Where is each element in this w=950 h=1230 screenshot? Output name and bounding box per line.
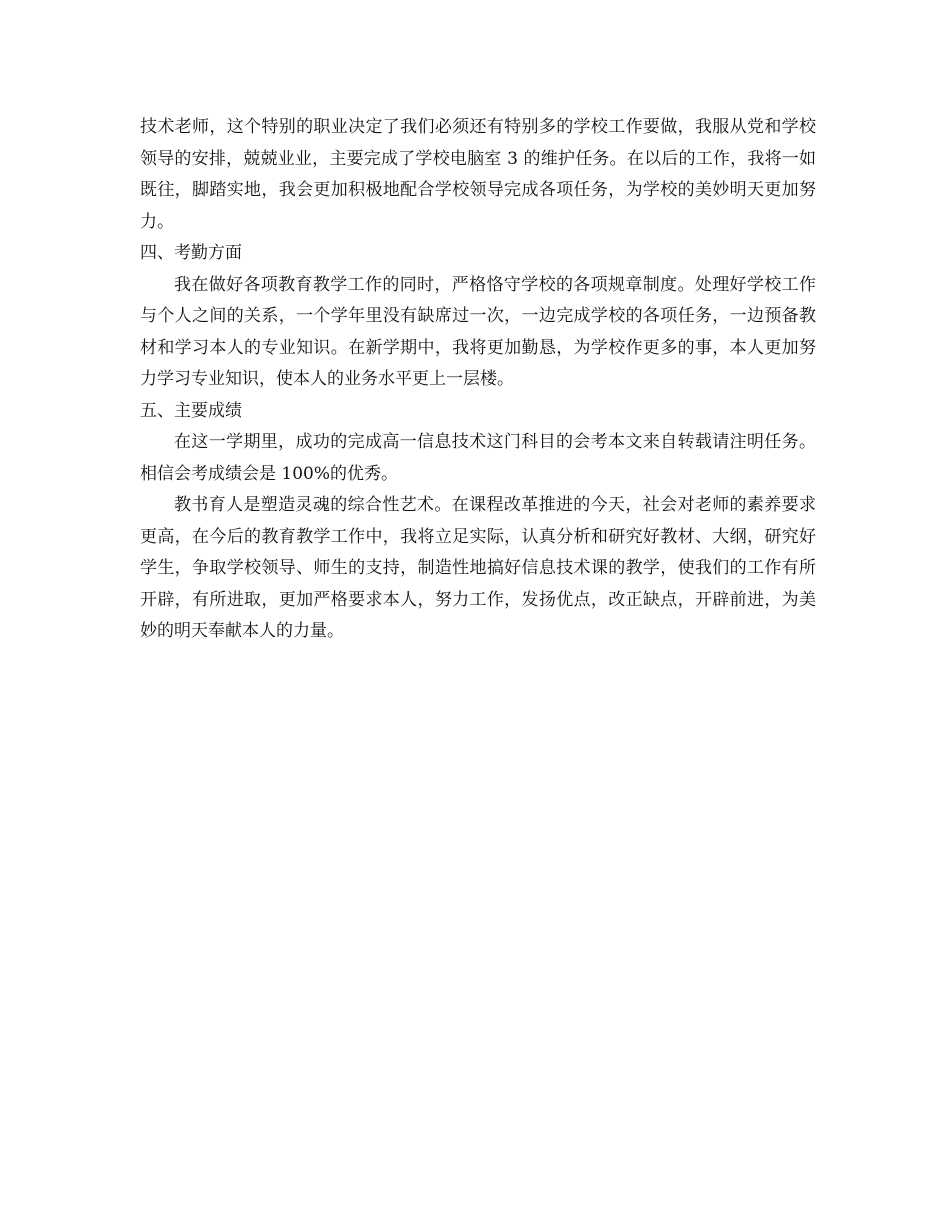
section-heading-achievements: 五、主要成绩 <box>140 400 242 421</box>
body-paragraph: 技术老师，这个特别的职业决定了我们必须还有特别多的学校工作要做，我服从党和学校领导的安排，兢兢业业，主要完成了学校电脑室 3 的维护任务。在以后的工作，我将一如既往，脚踏实地，我会更加积极地配合学校领导完成各项任务，为学校的美妙明天更加努力。 <box>140 117 816 232</box>
body-paragraph: 在这一学期里，成功的完成高一信息技术这门科目的会考本文来自转载请注明任务。相信会考成绩会是 100%的优秀。 <box>140 432 816 484</box>
body-paragraph: 我在做好各项教育教学工作的同时，严格恪守学校的各项规章制度。处理好学校工作与个人之间的关系，一个学年里没有缺席过一次，一边完成学校的各项任务，一边预备教材和学习本人的专业知识。在新学期中，我将更加勤恳，为学校作更多的事，本人更加努力学习专业知识，使本人的业务水平更上一层楼。 <box>140 274 816 389</box>
document-body <box>140 112 816 648</box>
section-heading-attendance: 四、考勤方面 <box>140 243 242 263</box>
body-paragraph: 教书育人是塑造灵魂的综合性艺术。在课程改革推进的今天，社会对老师的素养要求更高，在今后的教育教学工作中，我将立足实际，认真分析和研究好教材、大纲，研究好学生，争取学校领导、师生的支持，制造性地搞好信息技术课的教学，使我们的工作有所开辟，有所进取，更加严格要求本人，努力工作，发扬优点，改正缺点，开辟前进，为美妙的明天奉献本人的力量。 <box>140 495 816 641</box>
